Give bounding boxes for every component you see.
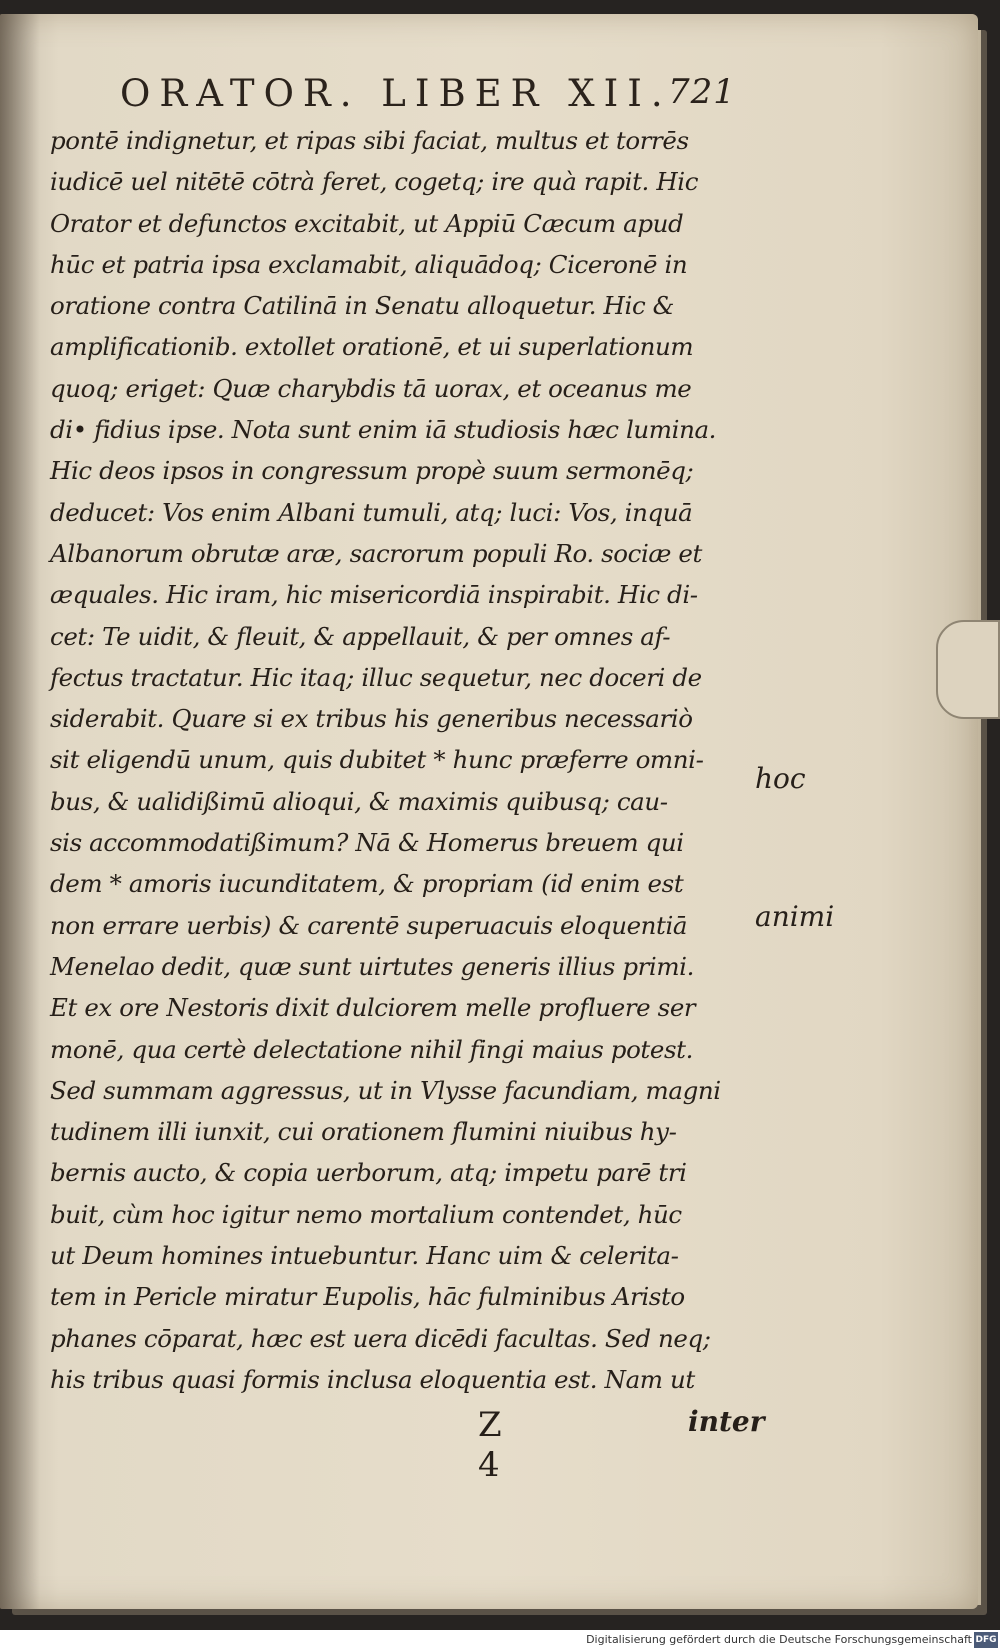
text-line: his tribus quasi formis inclusa eloquentia est. Nam ut [50, 1364, 695, 1394]
text-line: Sed summam aggressus, ut in Vlysse facundiam, magni [50, 1075, 721, 1105]
text-line: Albanorum obrutæ aræ, sacrorum populi Ro. sociæ et [50, 538, 702, 568]
signature-mark: Z 4 [478, 1405, 530, 1485]
text-line: fectus tractatur. Hic itaq; illuc sequetur, nec doceri de [50, 662, 702, 692]
text-line: phanes cōparat, hæc est uera dicēdi facultas. Sed neq; [50, 1323, 711, 1353]
text-line: di• fidius ipse. Nota sunt enim iā studiosis hæc lumina. [50, 415, 717, 445]
text-line: bus, & ualidißimū alioqui, & maximis quibusq; cau- [50, 786, 668, 816]
gutter-shadow [0, 14, 40, 1609]
text-line: æquales. Hic iram, hic misericordiā inspirabit. Hic di- [50, 580, 698, 610]
folio-number: 721 [668, 72, 736, 112]
dfg-logo: DFG [974, 1632, 998, 1648]
text-line: oratione contra Catilinā in Senatu alloquetur. Hic & [50, 291, 675, 321]
text-line: cet: Te uidit, & fleuit, & appellauit, & per omnes af- [50, 621, 671, 651]
text-line: pontē indignetur, et ripas sibi faciat, multus et torrēs [50, 126, 689, 155]
catchword: inter [688, 1405, 765, 1438]
text-block [50, 120, 750, 1400]
text-line: quoq; eriget: Quæ charybdis tā uorax, et oceanus me [50, 373, 692, 403]
text-line: non errare uerbis) & carentē superuacuis eloquentiā [50, 910, 688, 940]
text-line: sis accommodatißimum? Nā & Homerus breuem qui [50, 828, 684, 858]
text-line: iudicē uel nitētē cōtrà feret, cogetq; ire quà rapit. Hic [50, 167, 699, 197]
text-line: Menelao dedit, quæ sunt uirtutes generis illius primi. [50, 951, 695, 981]
text-line: Orator et defunctos excitabit, ut Appiū Cæcum apud [50, 208, 684, 238]
text-line: tem in Pericle miratur Eupolis, hāc fulminibus Aristo [50, 1282, 685, 1312]
text-line: Hic deos ipsos in congressum propè suum sermonēq; [50, 456, 694, 486]
text-line: monē, qua certè delectatione nihil fingi maius potest. [50, 1034, 693, 1064]
text-line: Et ex ore Nestoris dixit dulciorem melle profluere ser [50, 993, 696, 1023]
text-line: tudinem illi iunxit, cui orationem flumini niuibus hy- [50, 1117, 677, 1147]
text-line: amplificationib. extollet orationē, et ui superlationum [50, 332, 694, 362]
text-line: buit, cùm hoc igitur nemo mortalium contendet, hūc [50, 1199, 682, 1229]
text-line: siderabit. Quare si ex tribus his generibus necessariò [50, 704, 693, 734]
text-line: hūc et patria ipsa exclamabit, aliquādoq; Ciceronē in [50, 249, 688, 279]
footer-credit: Digitalisierung gefördert durch die Deutsche Forschungsgemeinschaft [586, 1633, 972, 1646]
marginal-note: animi [755, 900, 835, 933]
marginal-note: hoc [755, 762, 806, 795]
text-line: deducet: Vos enim Albani tumuli, atq; luci: Vos, inquā [50, 497, 693, 527]
running-head: ORATOR. LIBER XII. [120, 72, 672, 115]
text-line: bernis aucto, & copia uerborum, atq; impetu parē tri [50, 1158, 687, 1188]
page-tab-marker [936, 620, 1000, 719]
text-line: ut Deum homines intuebuntur. Hanc uim & celerita- [50, 1241, 679, 1271]
text-line: dem * amoris iucunditatem, & propriam (id enim est [50, 869, 684, 899]
text-line: sit eligendū unum, quis dubitet * hunc præferre omni- [50, 745, 704, 775]
